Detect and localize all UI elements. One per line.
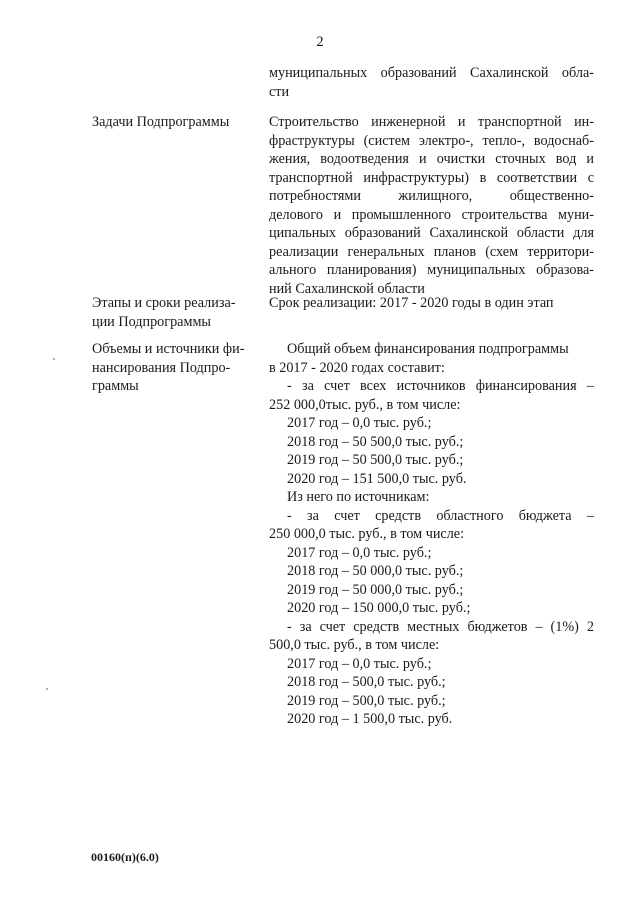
scan-speck: [53, 358, 55, 360]
text-line: Строительство инженерной и транспортной ин-: [269, 114, 594, 130]
text-line: 250 000,0 тыс. руб., в том числе:: [269, 526, 465, 542]
label-line: граммы: [92, 378, 139, 394]
text-line: 2018 год – 50 500,0 тыс. руб.;: [287, 433, 464, 450]
text-line: - за счет средств областного бюджета –: [287, 507, 594, 524]
text-line: ний Сахалинской области: [269, 280, 425, 297]
text-line: в 2017 - 2020 годах составит:: [269, 359, 445, 376]
text-line: 2017 год – 0,0 тыс. руб.;: [287, 544, 432, 561]
text-line: сти: [269, 83, 290, 100]
text-line: 2017 год – 0,0 тыс. руб.;: [287, 655, 432, 672]
text-line: 2020 год – 1 500,0 тыс. руб.: [287, 711, 453, 727]
text-line: 2019 год – 500,0 тыс. руб.;: [287, 692, 446, 709]
stages-label: [92, 294, 262, 331]
text-line: реализации генеральных планов (схем территори-: [269, 243, 594, 260]
text-line: транспортной инфраструктуры) в соответствии с: [269, 169, 594, 186]
text-line: ципальных образований Сахалинской области для: [269, 225, 594, 241]
text-line: делового и промышленного строительства муни-: [269, 206, 594, 223]
scan-speck: [46, 688, 48, 690]
tasks-text: [269, 113, 594, 298]
text-line: Срок реализации: 2017 - 2020 годы в один этап: [269, 295, 554, 311]
page-number: 2: [316, 34, 324, 50]
text-line: 500,0 тыс. руб., в том числе:: [269, 637, 440, 653]
text-line: ального планирования) муниципальных образова-: [269, 262, 594, 278]
text-line: Общий объем финансирования подпрограммы: [287, 341, 569, 357]
text-line: потребностями жилищного, общественно-: [269, 188, 594, 204]
funding-label: [92, 340, 262, 396]
text-line: 2020 год – 151 500,0 тыс. руб.: [287, 470, 467, 487]
text-line: 2017 год – 0,0 тыс. руб.;: [287, 415, 432, 431]
text-line: 252 000,0тыс. руб., в том числе:: [269, 396, 461, 413]
text-line: жения, водоотведения и очистки сточных вод и: [269, 151, 594, 167]
text-line: 2019 год – 50 000,0 тыс. руб.;: [287, 581, 464, 598]
funding-text: [269, 340, 594, 729]
text-line: Из него по источникам:: [287, 489, 430, 505]
label-line: ции Подпрограммы: [92, 313, 211, 330]
text-line: - за счет средств местных бюджетов – (1%) 2: [287, 618, 594, 635]
label-line: нансирования Подпро-: [92, 359, 231, 376]
continuation-text: [269, 64, 594, 101]
form-code: 00160(п)(6.0): [91, 850, 159, 864]
stages-text: [269, 294, 594, 313]
text-line: фраструктуры (систем электро-, тепло-, водоснаб-: [269, 132, 594, 149]
text-line: муниципальных образований Сахалинской обла-: [269, 65, 594, 81]
text-line: 2019 год – 50 500,0 тыс. руб.;: [287, 452, 464, 468]
label-line: Этапы и сроки реализа-: [92, 295, 236, 311]
text-line: 2018 год – 50 000,0 тыс. руб.;: [287, 563, 464, 579]
text-line: 2018 год – 500,0 тыс. руб.;: [287, 674, 446, 690]
label-line: Объемы и источники фи-: [92, 341, 245, 357]
text-line: 2020 год – 150 000,0 тыс. руб.;: [287, 600, 471, 616]
text-line: - за счет всех источников финансирования –: [287, 378, 594, 394]
tasks-label: Задачи Подпрограммы: [92, 114, 230, 130]
